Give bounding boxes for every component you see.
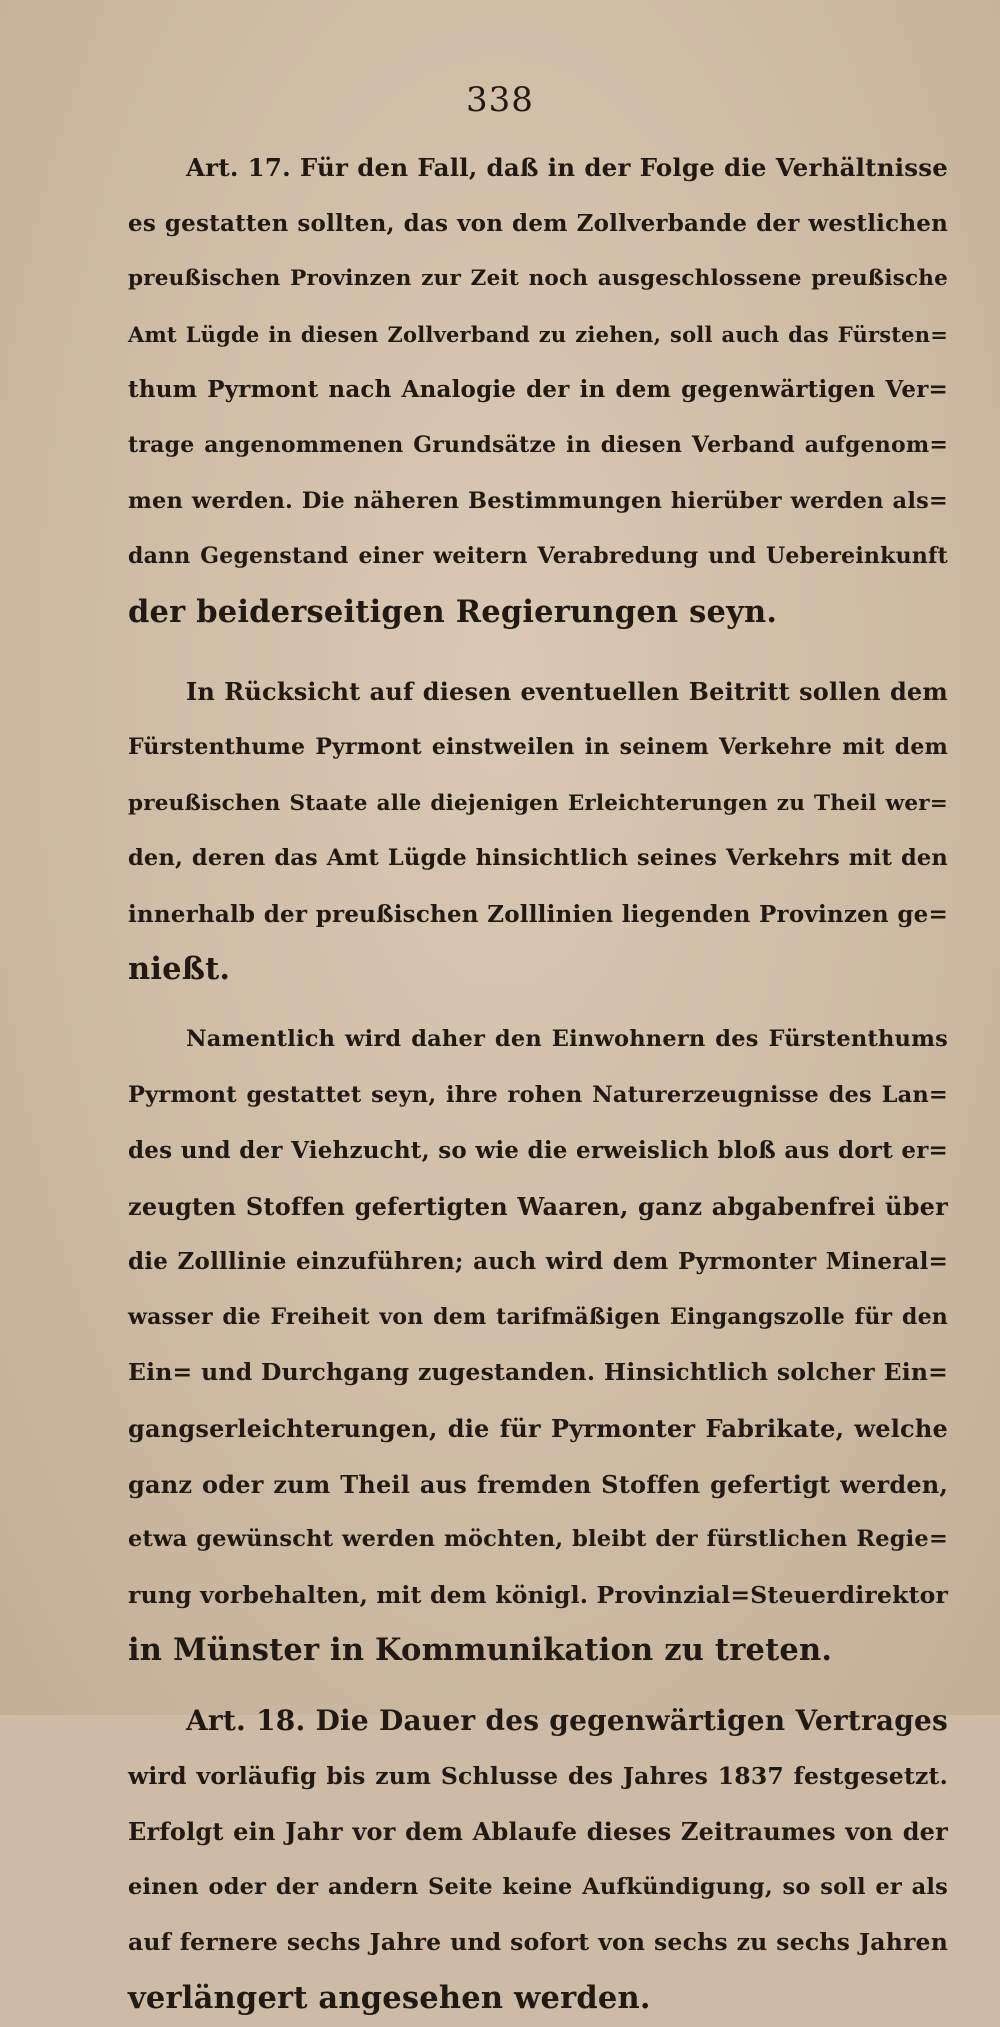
- text-line: die Zolllinie einzuführen; auch wird dem Pyrmonter Mineral=: [128, 1248, 948, 1276]
- paragraph-art-18: [128, 1693, 948, 2027]
- text-line: wasser die Freiheit von dem tarifmäßigen Eingangszolle für den: [128, 1303, 948, 1330]
- text-line: preußischen Provinzen zur Zeit noch ausgeschlossene preußische: [128, 266, 948, 292]
- text-line: men werden. Die näheren Bestimmungen hierüber werden als=: [128, 487, 948, 514]
- paragraph-art-17: [128, 140, 948, 640]
- text-line: Art. 18. Die Dauer des gegenwärtigen Vertrages: [186, 1704, 948, 1738]
- text-line: In Rücksicht auf diesen eventuellen Beitritt sollen dem: [186, 677, 948, 707]
- text-line: auf fernere sechs Jahre und sofort von sechs zu sechs Jahren: [128, 1928, 948, 1957]
- text-line: den, deren das Amt Lügde hinsichtlich seines Verkehrs mit den: [128, 845, 948, 872]
- text-line: rung vorbehalten, mit dem königl. Provinzial=Steuerdirektor: [128, 1580, 949, 1609]
- text-line: Pyrmont gestattet seyn, ihre rohen Naturerzeugnisse des Lan=: [128, 1081, 948, 1108]
- paragraph-gap: [128, 1679, 948, 1693]
- text-line: Fürstenthume Pyrmont einstweilen in seinem Verkehre mit dem: [128, 733, 948, 760]
- paragraph-beitritt: [128, 664, 948, 998]
- text-line: dann Gegenstand einer weitern Verabredung und Uebereinkunft: [128, 543, 948, 570]
- text-line: der beiderseitigen Regierungen seyn.: [128, 593, 778, 630]
- paragraph-gap: [128, 998, 948, 1012]
- text-line: Ein= und Durchgang zugestanden. Hinsichtlich solcher Ein=: [128, 1358, 948, 1387]
- page-number: 338: [466, 80, 534, 120]
- text-line: es gestatten sollten, das von dem Zollverbande der westlichen: [128, 209, 948, 237]
- paragraph-gap: [128, 640, 948, 664]
- text-line: etwa gewünscht werden möchten, bleibt der fürstlichen Regie=: [128, 1526, 948, 1553]
- text-line: Art. 17. Für den Fall, daß in der Folge die Verhältnisse: [186, 153, 948, 182]
- text-line: Amt Lügde in diesen Zollverband zu ziehen, soll auch das Fürsten=: [128, 321, 948, 347]
- body-text: [128, 140, 948, 2027]
- text-line: des und der Viehzucht, so wie die erweislich bloß aus dort er=: [128, 1137, 948, 1165]
- paragraph-namentlich: [128, 1012, 948, 1679]
- text-line: thum Pyrmont nach Analogie der in dem gegenwärtigen Ver=: [128, 376, 948, 404]
- text-line: Namentlich wird daher den Einwohnern des Fürstenthums: [186, 1025, 948, 1052]
- text-line: zeugten Stoffen gefertigten Waaren, ganz abgabenfrei über: [128, 1191, 948, 1221]
- text-line: einen oder der andern Seite keine Aufkündigung, so soll er als: [128, 1873, 948, 1900]
- text-line: wird vorläufig bis zum Schlusse des Jahres 1837 festgesetzt.: [128, 1761, 948, 1790]
- text-line: verlängert angesehen werden.: [128, 1980, 651, 2016]
- text-line: gangserleichterungen, die für Pyrmonter Fabrikate, welche: [128, 1414, 948, 1444]
- text-line: preußischen Staate alle diejenigen Erleichterungen zu Theil wer=: [128, 790, 948, 816]
- text-line: in Münster in Kommunikation zu treten.: [128, 1632, 833, 1669]
- text-line: nießt.: [128, 951, 231, 988]
- text-line: innerhalb der preußischen Zolllinien liegenden Provinzen ge=: [128, 900, 948, 928]
- text-line: trage angenommenen Grundsätze in diesen Verband aufgenom=: [128, 431, 948, 458]
- text-line: Erfolgt ein Jahr vor dem Ablaufe dieses Zeitraumes von der: [128, 1817, 948, 1847]
- text-line: ganz oder zum Theil aus fremden Stoffen gefertigt werden,: [128, 1469, 948, 1499]
